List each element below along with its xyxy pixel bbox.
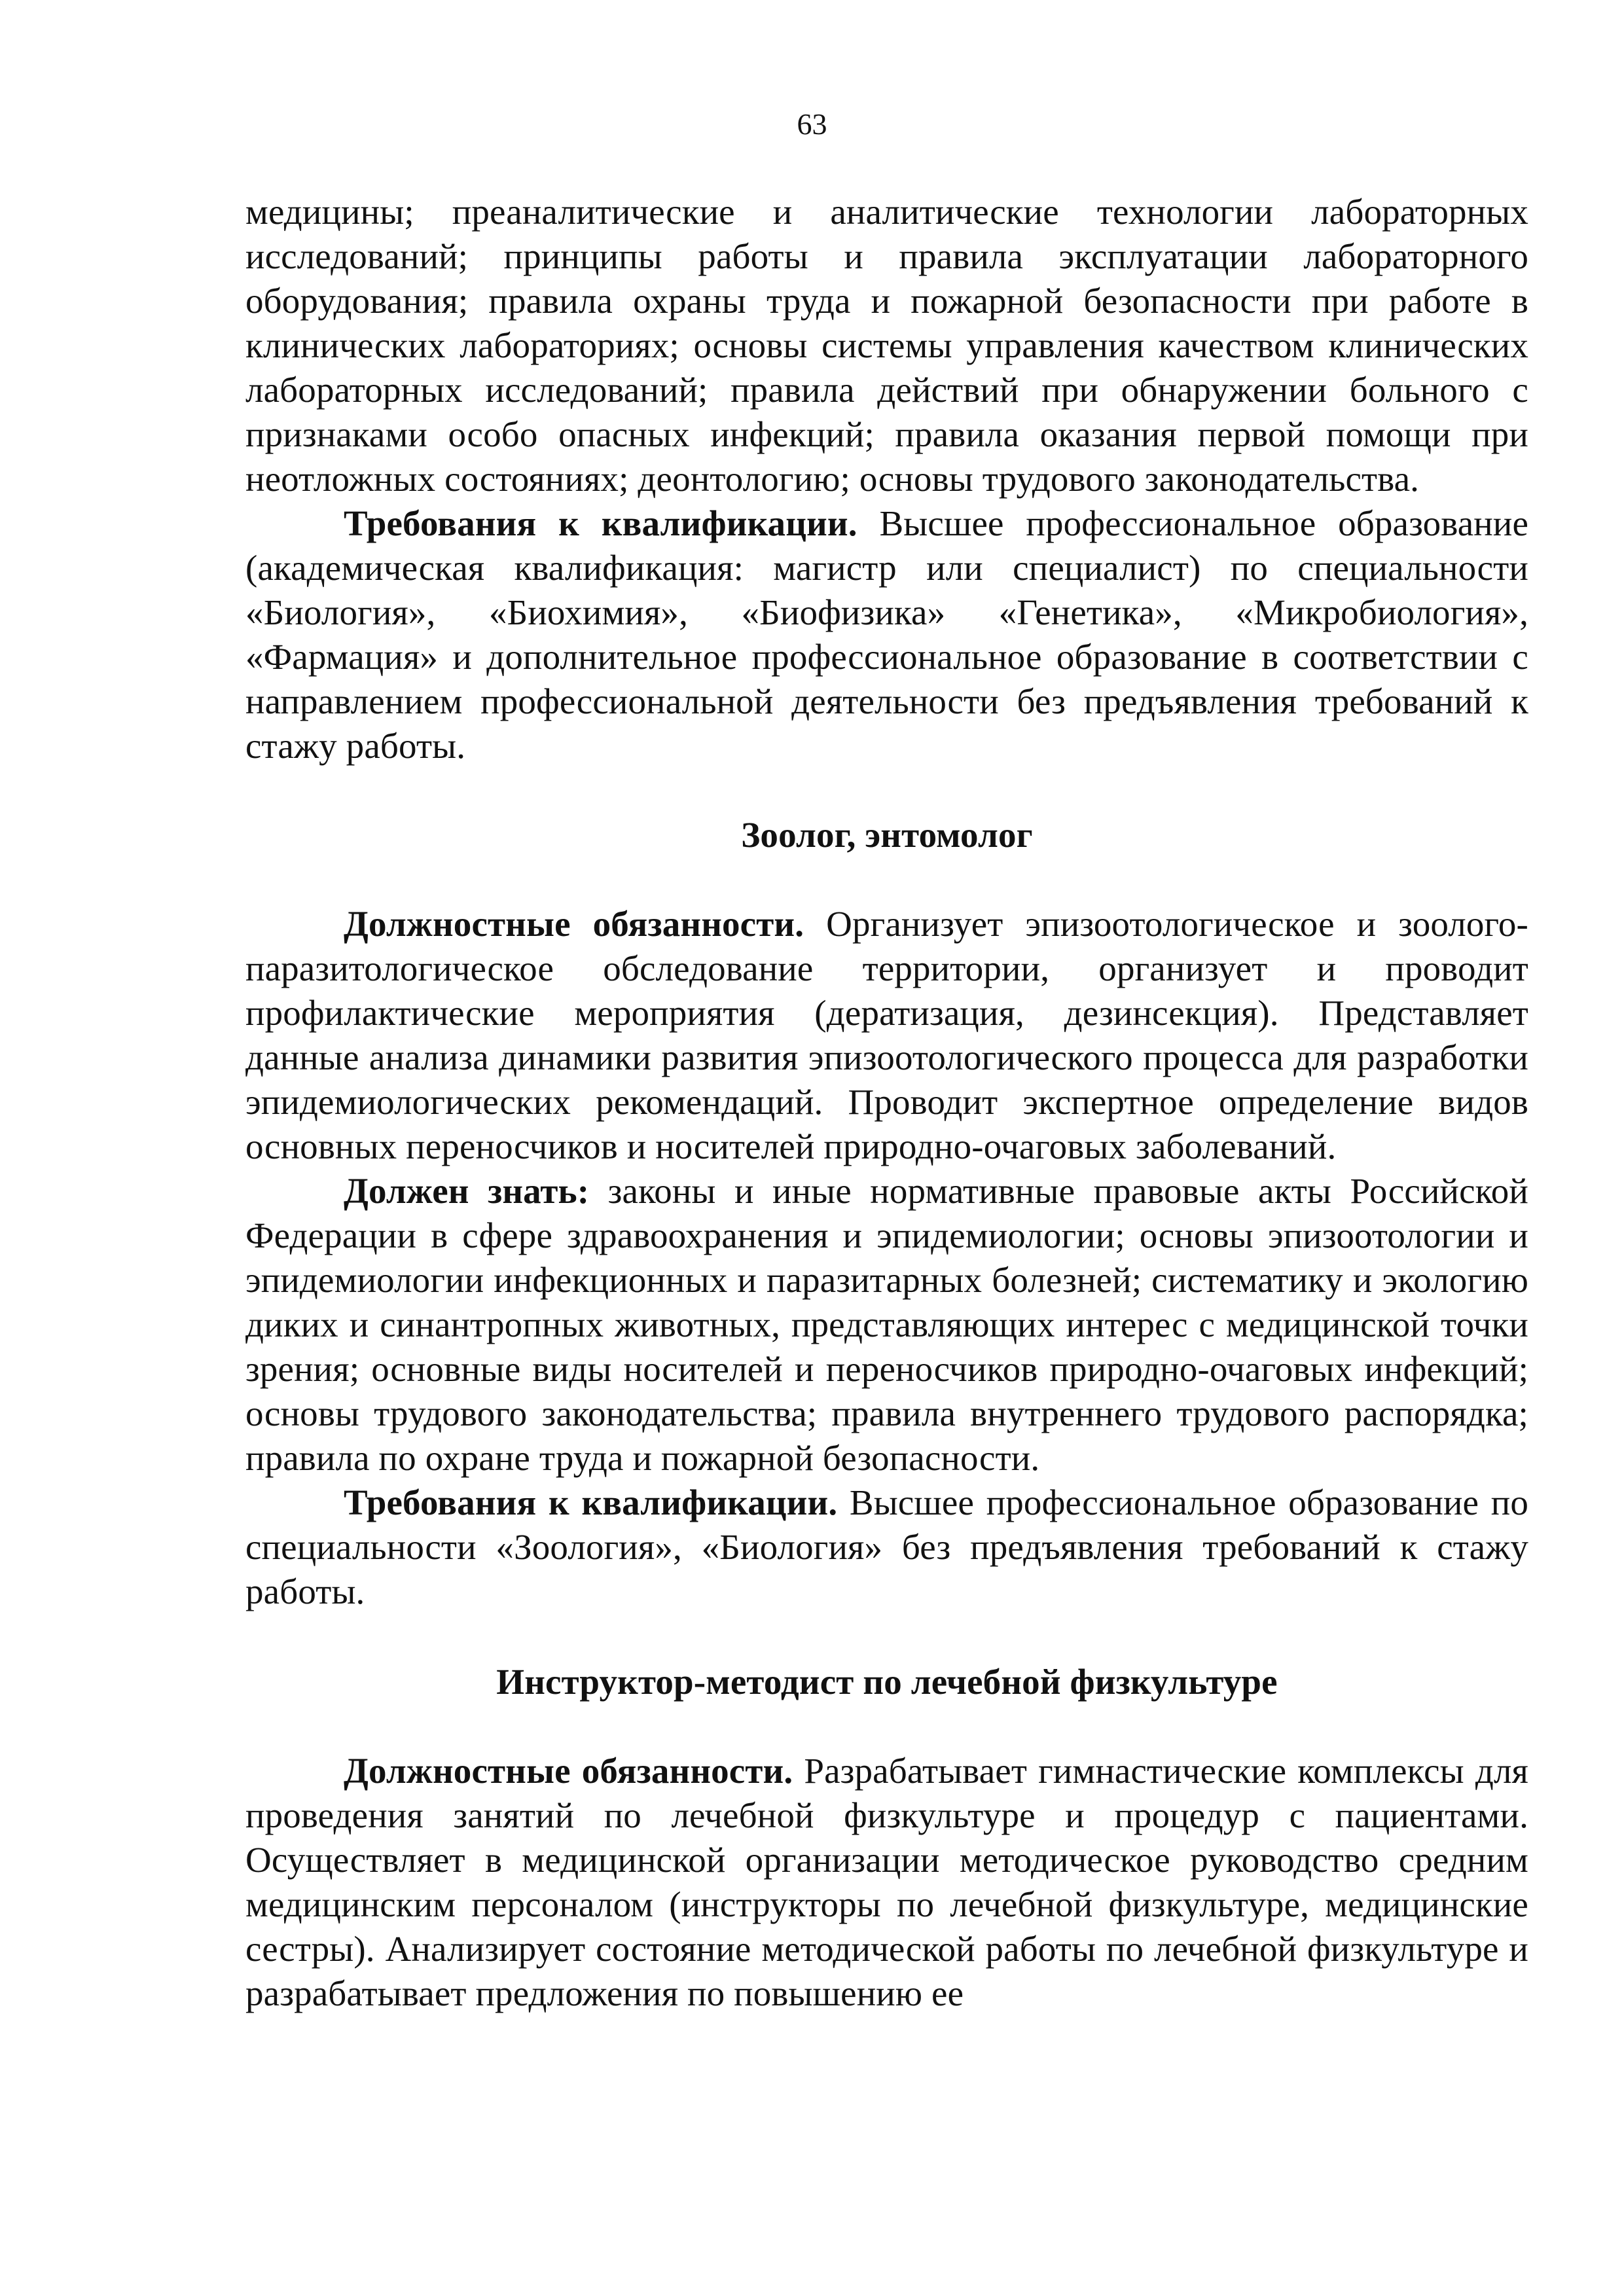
duties-text: Разрабатывает гимнастические комплексы для проведения занятий по лечебной физкультуре и процедур с пациентами. Осуществляет в медицинской организации методическое руководство средним медицинским персоналом (инструкторы по лечебной физкультуре, медицинские сестры). Анализирует состояние методической работы по лечебной физкультуре и разрабатывает предложения по повышению ее [245, 1751, 1528, 2013]
duties-label: Должностные обязанности. [344, 904, 804, 944]
zoologist-section-title: Зоолог, энтомолог [741, 815, 1033, 855]
duties-text: Организует эпизоотологическое и зоолого-паразитологическое обследование территории, организует и проводит профилактические мероприятия (дератизация, дезинсекция). Представляет данные анализа динамики развития эпизоотологического процесса для разработки эпидемиологических рекомендаций. Проводит экспертное определение видов основных переносчиков и носителей природно-очаговых заболеваний. [245, 904, 1528, 1166]
requirements-label: Требования к квалификации. [344, 1482, 838, 1522]
zoologist-knowledge [245, 1169, 1528, 1480]
requirements-text: Высшее профессиональное образование по специальности «Зоология», «Биология» без предъявления требований к стажу работы. [245, 1482, 1528, 1611]
instructor-section-title: Инструктор-методист по лечебной физкультуре [496, 1662, 1278, 1702]
zoologist-duties [245, 902, 1528, 1169]
zoologist-requirements [245, 1480, 1528, 1614]
previous-section-requirements [245, 501, 1528, 768]
instructor-duties [245, 1749, 1528, 2016]
requirements-text: Высшее профессиональное образование (академическая квалификация: магистр или специалист) по специальности «Биология», «Биохимия», «Биофизика» «Генетика», «Микробиология», «Фармация» и дополнительное профессиональное образование в соответствии с направлением профессиональной деятельности без предъявления требований к стажу работы. [245, 503, 1528, 766]
document-body [245, 190, 1528, 2016]
requirements-label: Требования к квалификации. [344, 503, 857, 543]
duties-label: Должностные обязанности. [344, 1751, 793, 1791]
page-number: 63 [797, 107, 827, 141]
previous-section-continuation: медицины; преаналитические и аналитические технологии лабораторных исследований; принципы работы и правила эксплуатации лабораторного оборудования; правила охраны труда и пожарной безопасности при работе в клинических лабораториях; основы системы управления качеством клинических лабораторных исследований; правила действий при обнаружении больного с признаками особо опасных инфекций; правила оказания первой помощи при неотложных состояниях; деонтологию; основы трудового законодательства. [245, 192, 1528, 499]
knowledge-text: законы и иные нормативные правовые акты Российской Федерации в сфере здравоохранения и эпидемиологии; основы эпизоотологии и эпидемиологии инфекционных и паразитарных болезней; систематику и экологию диких и синантропных животных, представляющих интерес с медицинской точки зрения; основные виды носителей и переносчиков природно-очаговых инфекций; основы трудового законодательства; правила внутреннего трудового распорядка; правила по охране труда и пожарной безопасности. [245, 1171, 1528, 1478]
knowledge-label: Должен знать: [344, 1171, 590, 1211]
